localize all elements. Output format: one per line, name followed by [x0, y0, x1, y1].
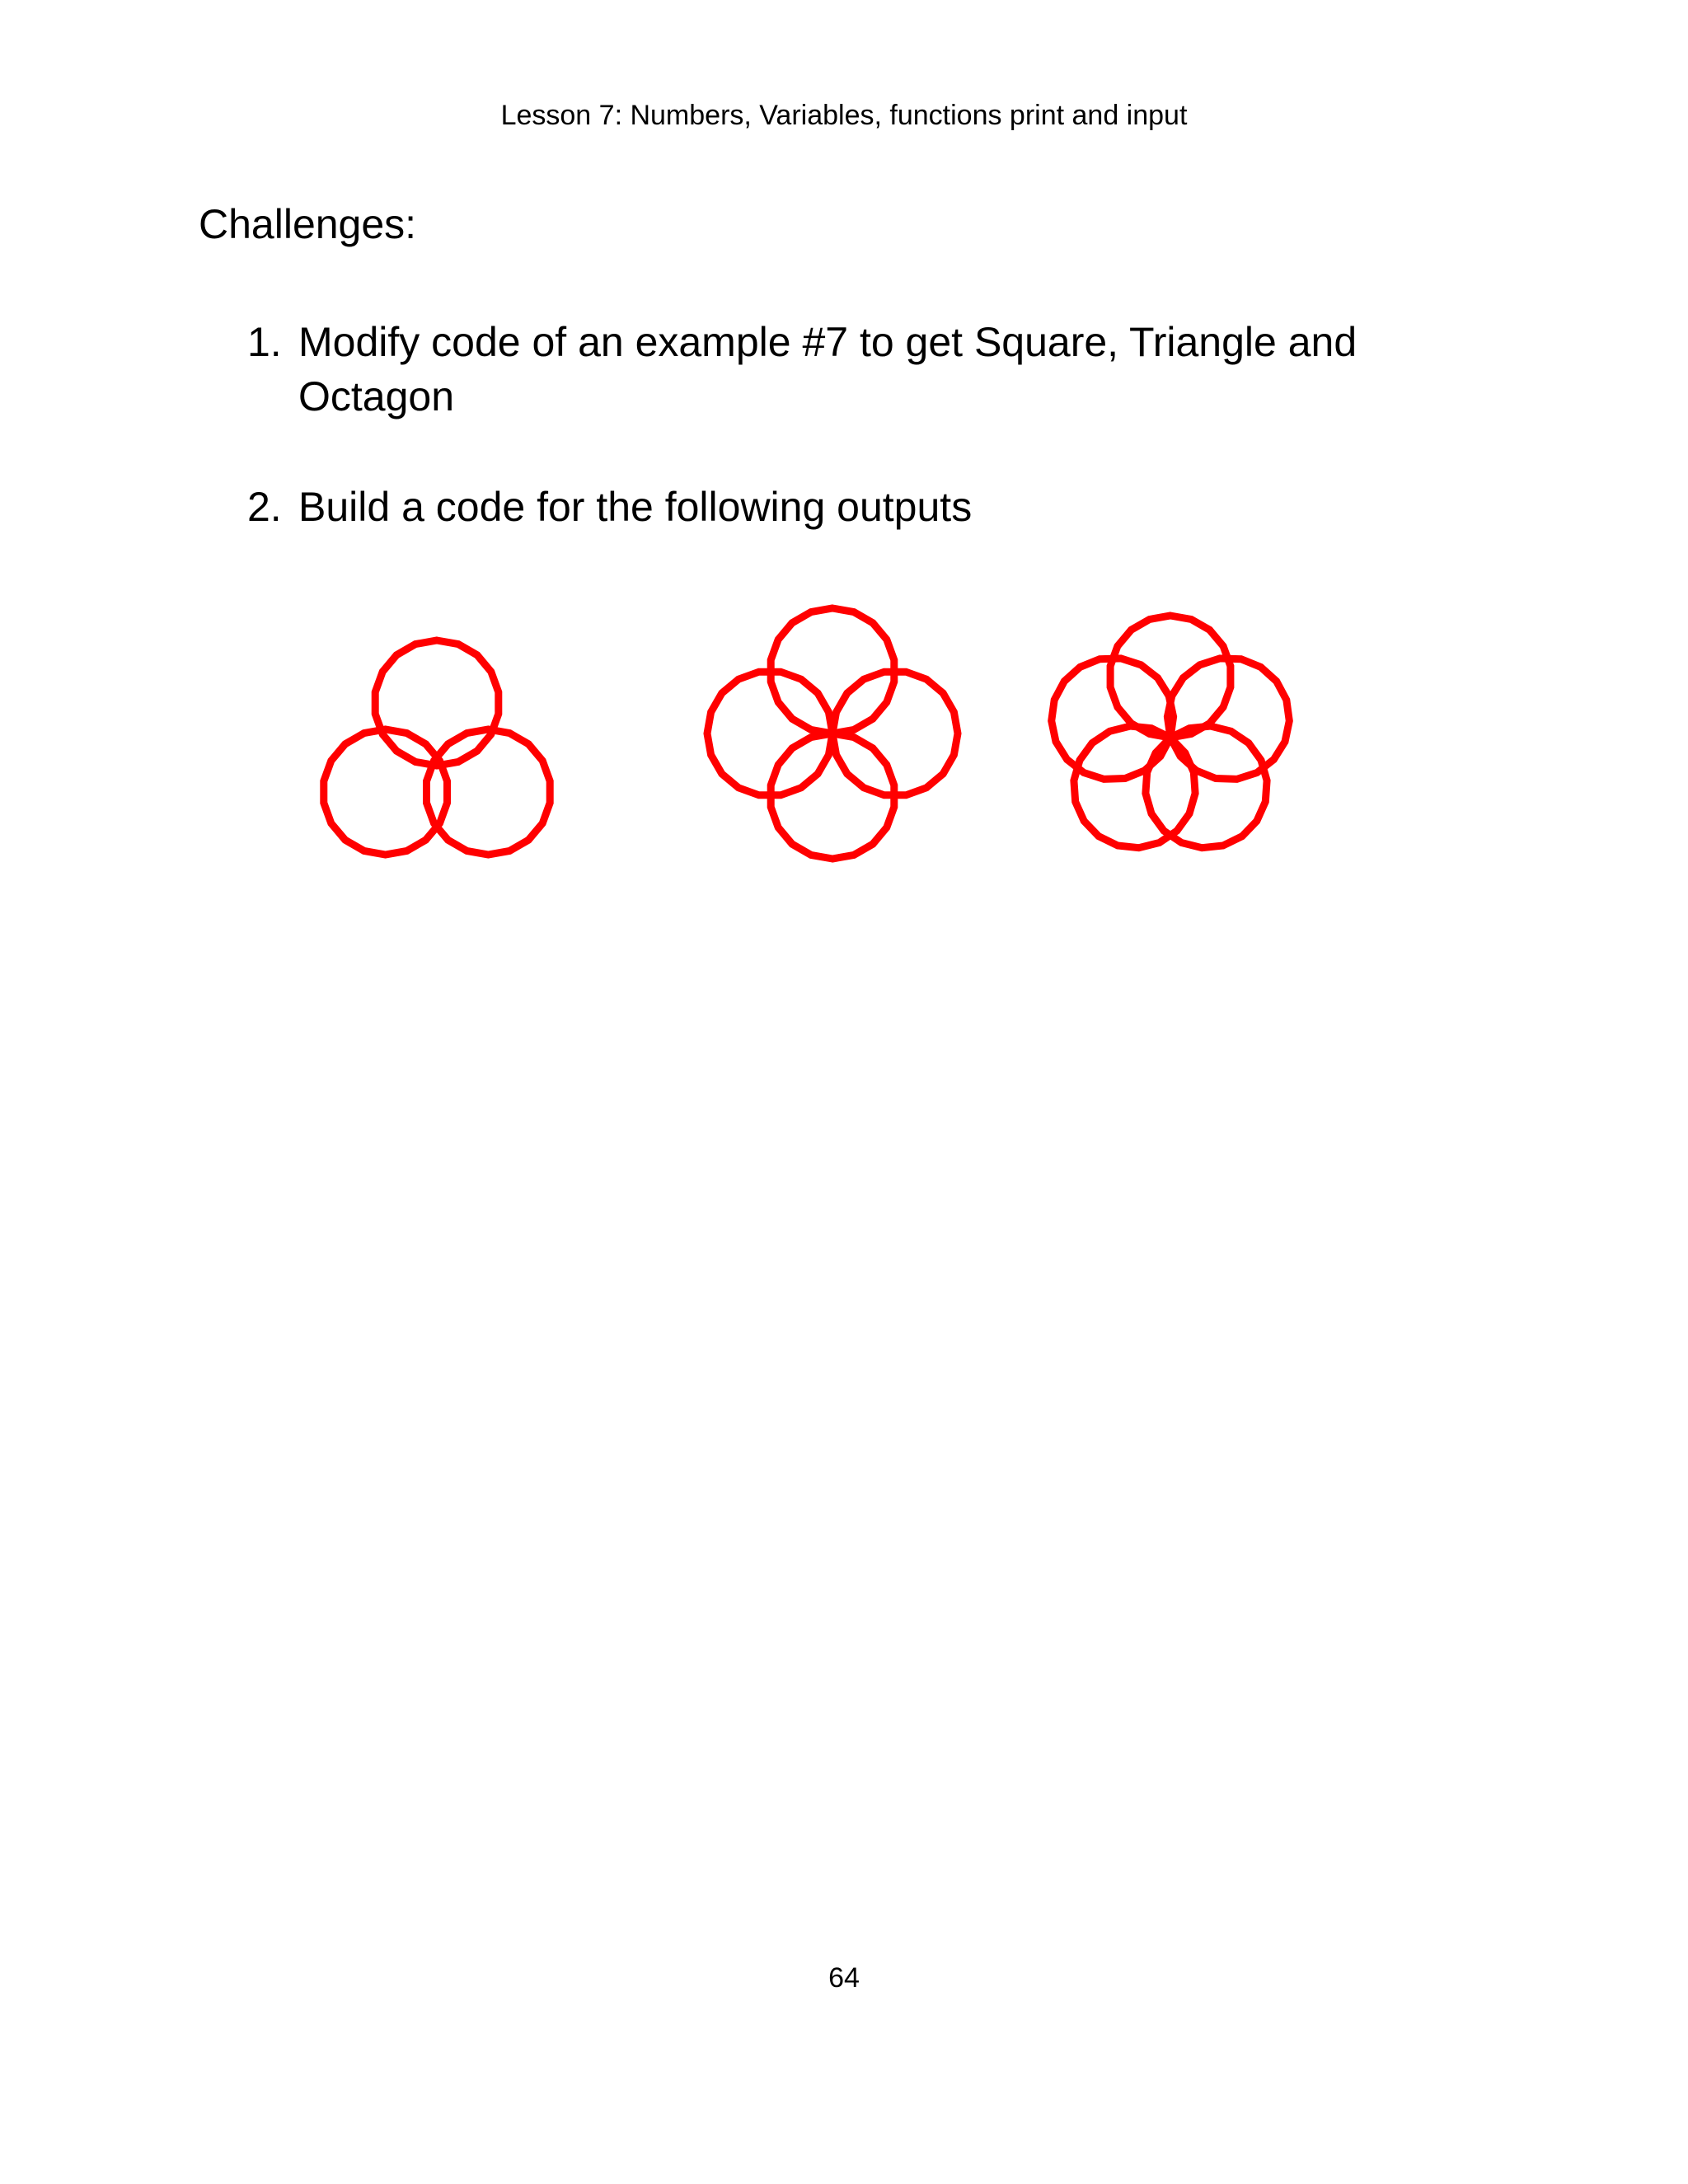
challenge-list-item	[247, 315, 1418, 424]
lesson-title: Lesson 7: Numbers, Variables, functions print and input	[500, 100, 1188, 131]
list-text: Modify code of an example #7 to get Square, Triangle and Octagon	[298, 319, 1357, 419]
challenge-list-item	[247, 480, 1418, 534]
output-figures	[0, 577, 1688, 874]
four-circles-figure	[692, 593, 973, 874]
list-number: 1.	[247, 319, 282, 365]
page-header	[0, 97, 1688, 134]
list-number: 2.	[247, 484, 282, 530]
circle-shape	[375, 640, 499, 766]
five-circles-figure	[1034, 602, 1306, 874]
list-text: Build a code for the following outputs	[298, 484, 973, 530]
challenges-heading: Challenges:	[199, 201, 417, 247]
three-circles-figure	[305, 626, 569, 874]
circle-shape	[1074, 726, 1195, 848]
page-number: 64	[828, 1962, 860, 1994]
